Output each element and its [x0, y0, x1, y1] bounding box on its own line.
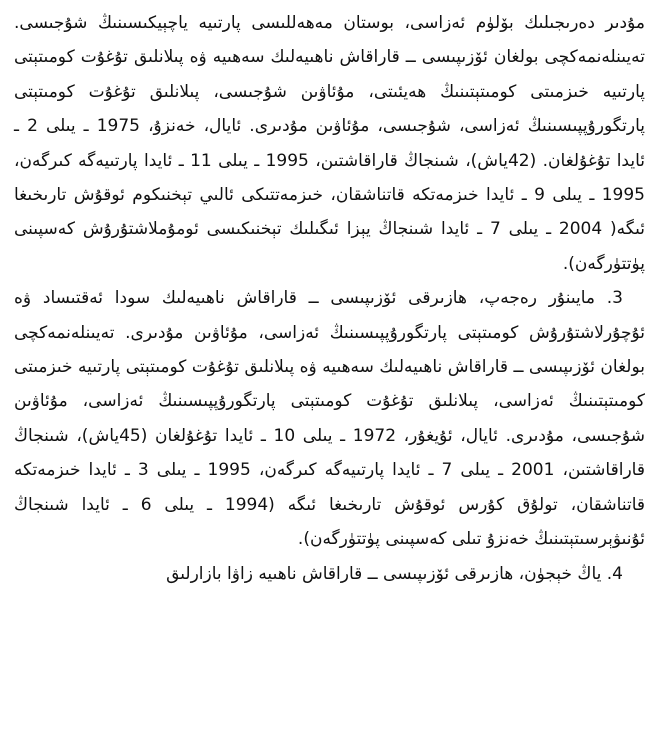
- paragraph-2-text: 3. مايىنۇر رەجەپ، ھازىرقى ئۆزىپىسى ــ قاراقاش ناھىيەلىك سودا ئەقتىساد ۋە ئۇچۇرلاشتۇرۇش كومىتېتى پارتگورۇپپىسىنىڭ ئەزاسى، مۇئاۋىن مۇدىرى. تەيىنلەنمەكچى بولغان ئۆزىپىسى ــ قاراقاش ناھىيەلىك سەھىيە ۋە پىلانلىق تۇغۇت كومىتېتى پارتىيە خىزمىتى كومىتېتىنىڭ ئەزاسى، پىلانلىق تۇغۇت كومىتېتى پارتگورۇپپىسىنىڭ ئەزاسى، مۇئاۋىن شۇجىسى، مۇدىرى. ئايال، ئۇيغۇر، 1972 ـ يىلى 10 ـ ئايدا تۇغۇلغان (45ياش)، شىنجاڭ قاراقاشتىن، 2001 ـ يىلى 7 ـ ئايدا پارتىيەگە كىرگەن، 1995 ـ يىلى 3 ـ ئايدا خىزمەتكە قاتناشقان، تولۇق كۇرس ئوقۇش تارىخىغا ئىگە (1994 ـ يىلى 6 ـ ئايدا شىنجاڭ ئۇنىۋېرسىتېتىنىڭ خەنزۇ تىلى كەسپىنى پۈتتۈرگەن).: [14, 288, 646, 550]
- paragraph-2: [14, 281, 645, 556]
- paragraph-3: [14, 557, 645, 591]
- paragraph-1-text: مۇدىر دەرىجىلىك بۆلۈم ئەزاسى، بوستان مەھەللىسى پارتىيە ياچېيكىسىنىڭ شۇجىسى. تەيىنلەنمەكچى بولغان ئۆزىپىسى ــ قاراقاش ناھىيەلىك سەھىيە ۋە پىلانلىق تۇغۇت كومىتېتى پارتىيە خىزمىتى كومىتېتىنىڭ ھەيئىتى، مۇئاۋىن شۇجىسى، پىلانلىق تۇغۇت كومىتېتى پارتگورۇپپىسىنىڭ ئەزاسى، شۇجىسى، مۇئاۋىن مۇدىرى. ئايال، خەنزۇ، 1975 ـ يىلى 2 ـ ئايدا تۇغۇلغان. (42ياش)، شىنجاڭ قاراقاشتىن، 1995 ـ يىلى 11 ـ ئايدا پارتىيەگە كىرگەن، 1995 ـ يىلى 9 ـ ئايدا خىزمەتكە قاتناشقان، خىزمەتتىكى ئالىي تېخنىكوم ئوقۇش تارىخىغا ئىگە( 2004 ـ يىلى 7 ـ ئايدا شىنجاڭ يېزا ئىگىلىك تېخنىكىسى ئومۇملاشتۇرۇش كەسپىنى پۈتتۈرگەن).: [14, 13, 646, 274]
- paragraph-3-text: 4. ياڭ خېجۈن، ھازىرقى ئۆزىپىسى ــ قاراقاش ناھىيە زاۋا بازارلىق: [166, 563, 623, 584]
- paragraph-1: [14, 6, 645, 281]
